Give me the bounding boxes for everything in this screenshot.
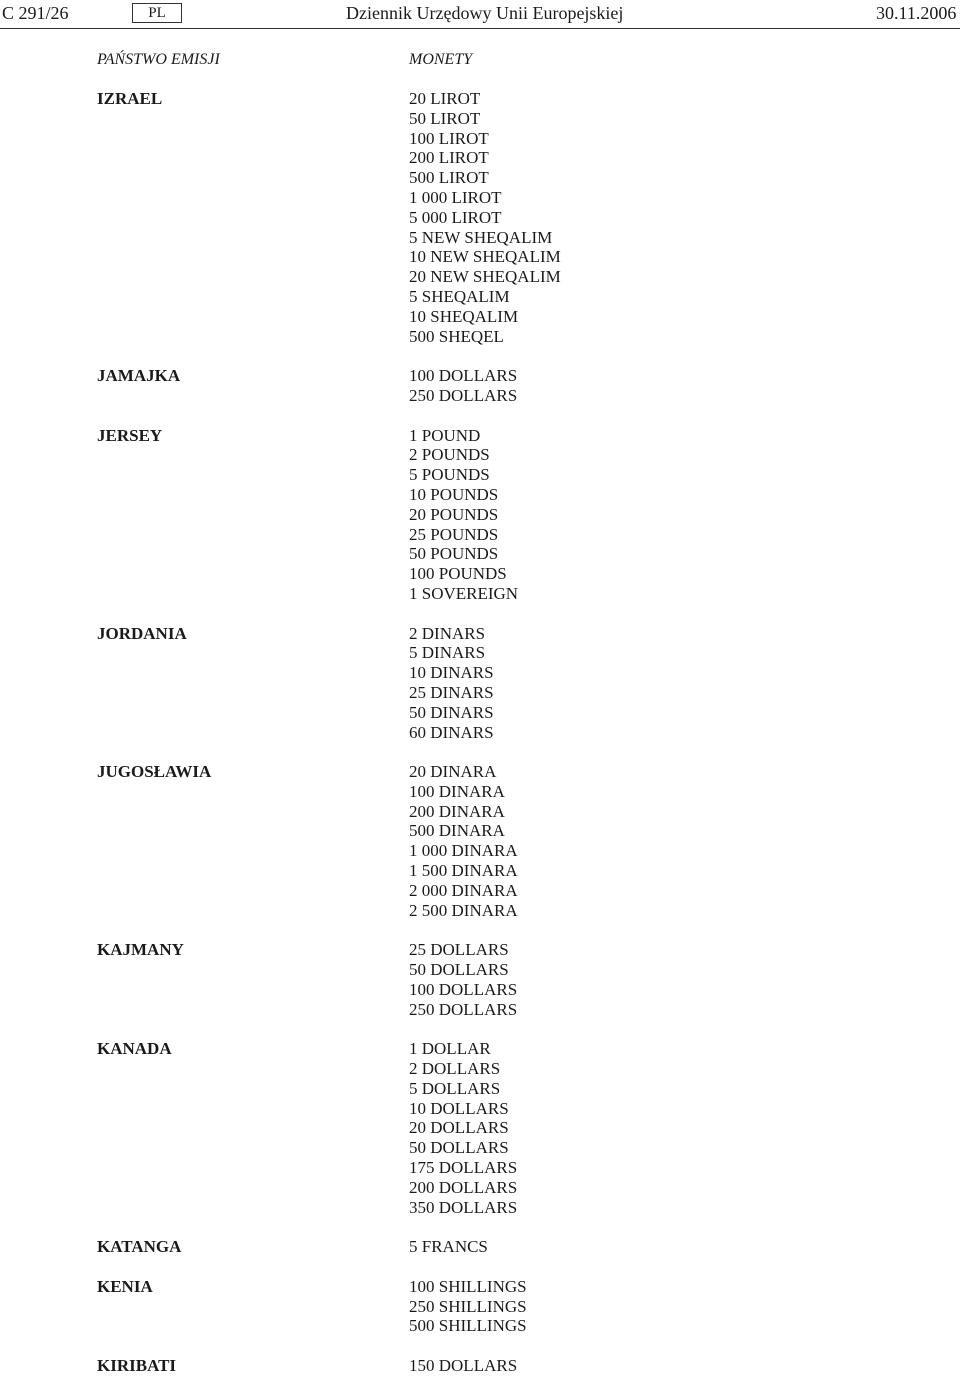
coin-list — [409, 426, 960, 604]
coin-denomination: 20 DINARA — [409, 762, 497, 782]
coin-denomination: 10 DOLLARS — [409, 1098, 509, 1118]
publication-date: 30.11.2006 — [876, 3, 957, 23]
coin-denomination: 2 500 DINARA — [409, 900, 518, 920]
country-name: JAMAJKA — [97, 366, 181, 386]
coin-denomination: 50 POUNDS — [409, 544, 499, 564]
coin-denomination: 250 DOLLARS — [409, 999, 518, 1019]
coin-denomination: 5 NEW SHEQALIM — [409, 227, 553, 247]
country-entry — [0, 89, 960, 346]
coin-denomination: 60 DINARS — [409, 722, 494, 742]
coin-list — [409, 762, 960, 920]
coin-list — [409, 1039, 960, 1217]
country-name: JERSEY — [97, 425, 163, 445]
coin-denomination: 20 LIROT — [409, 89, 481, 108]
coin-list — [409, 89, 960, 346]
coin-list — [409, 624, 960, 743]
coin-denomination: 25 DINARS — [409, 682, 494, 702]
coin-denomination: 2 DOLLARS — [409, 1059, 501, 1079]
coin-denomination: 150 DOLLARS — [409, 1356, 518, 1375]
country-name: KIRIBATI — [97, 1356, 177, 1375]
country-entry — [0, 624, 960, 743]
country-entry — [0, 366, 960, 406]
country-name: KATANGA — [97, 1237, 182, 1257]
coin-list — [409, 940, 960, 1019]
country-name: JORDANIA — [97, 623, 187, 643]
coin-denomination: 20 NEW SHEQALIM — [409, 267, 561, 287]
coin-table — [0, 89, 960, 1396]
coin-denomination: 10 SHEQALIM — [409, 306, 519, 326]
coin-denomination: 2 POUNDS — [409, 445, 490, 465]
coin-denomination: 200 DOLLARS — [409, 1177, 518, 1197]
coin-denomination: 5 POUNDS — [409, 465, 490, 485]
language-code-box: PL — [132, 3, 182, 23]
country-name: JUGOSŁAWIA — [97, 762, 212, 782]
country-name: KENIA — [97, 1276, 153, 1296]
coin-denomination: 500 SHEQEL — [409, 326, 504, 346]
coin-denomination: 100 LIROT — [409, 128, 489, 148]
coin-denomination: 1 000 DINARA — [409, 841, 518, 861]
coin-denomination: 100 POUNDS — [409, 564, 507, 584]
coin-denomination: 50 LIROT — [409, 108, 481, 128]
coin-list — [409, 1356, 960, 1376]
coin-denomination: 100 SHILLINGS — [409, 1276, 527, 1296]
coin-denomination: 100 DOLLARS — [409, 366, 518, 386]
coin-list — [409, 1277, 960, 1336]
coin-denomination: 20 DOLLARS — [409, 1118, 509, 1138]
coin-denomination: 25 DOLLARS — [409, 940, 509, 960]
coin-denomination: 5 FRANCS — [409, 1237, 488, 1257]
country-entry — [0, 1237, 960, 1257]
country-entry — [0, 762, 960, 920]
coin-denomination: 1 POUND — [409, 425, 481, 445]
issuer-column-heading: PAŃSTWO EMISJI — [97, 51, 220, 68]
coin-denomination: 25 POUNDS — [409, 524, 499, 544]
coin-denomination: 175 DOLLARS — [409, 1158, 518, 1178]
country-name: IZRAEL — [97, 89, 163, 108]
coin-denomination: 50 DOLLARS — [409, 1138, 509, 1158]
coin-denomination: 50 DINARS — [409, 702, 494, 722]
journal-title: Dziennik Urzędowy Unii Europejskiej — [346, 3, 624, 23]
coin-denomination: 200 DINARA — [409, 801, 505, 821]
coin-denomination: 100 DINARA — [409, 781, 505, 801]
coin-denomination: 10 NEW SHEQALIM — [409, 247, 561, 267]
coin-denomination: 5 DINARS — [409, 643, 486, 663]
coin-denomination: 250 DOLLARS — [409, 385, 518, 405]
coin-denomination: 2 000 DINARA — [409, 880, 518, 900]
country-entry — [0, 1277, 960, 1336]
country-entry — [0, 1356, 960, 1376]
coin-denomination: 10 POUNDS — [409, 484, 499, 504]
country-entry — [0, 1039, 960, 1217]
coin-denomination: 200 LIROT — [409, 148, 489, 168]
coin-list — [409, 1237, 960, 1257]
coin-denomination: 500 DINARA — [409, 821, 505, 841]
page-reference: C 291/26 — [2, 3, 69, 23]
country-name: KANADA — [97, 1039, 172, 1059]
coin-denomination: 500 LIROT — [409, 168, 489, 188]
country-entry — [0, 426, 960, 604]
coin-list — [409, 366, 960, 406]
coin-denomination: 50 DOLLARS — [409, 960, 509, 980]
coin-denomination: 5 DOLLARS — [409, 1078, 501, 1098]
coin-denomination: 20 POUNDS — [409, 504, 499, 524]
coin-denomination: 2 DINARS — [409, 623, 486, 643]
coin-denomination: 5 000 LIROT — [409, 207, 502, 227]
country-name: KAJMANY — [97, 940, 184, 960]
country-entry — [0, 940, 960, 1019]
coin-denomination: 1 SOVEREIGN — [409, 583, 519, 603]
coin-denomination: 350 DOLLARS — [409, 1197, 518, 1217]
coin-denomination: 5 SHEQALIM — [409, 286, 510, 306]
coin-denomination: 1 000 LIROT — [409, 187, 502, 207]
coin-denomination: 250 SHILLINGS — [409, 1296, 527, 1316]
coin-denomination: 1 500 DINARA — [409, 861, 518, 881]
page-header — [0, 0, 960, 29]
coin-denomination: 1 DOLLAR — [409, 1039, 491, 1059]
coin-denomination: 500 SHILLINGS — [409, 1316, 527, 1336]
coin-denomination: 100 DOLLARS — [409, 979, 518, 999]
coins-column-heading: MONETY — [409, 51, 473, 68]
coin-denomination: 10 DINARS — [409, 663, 494, 683]
